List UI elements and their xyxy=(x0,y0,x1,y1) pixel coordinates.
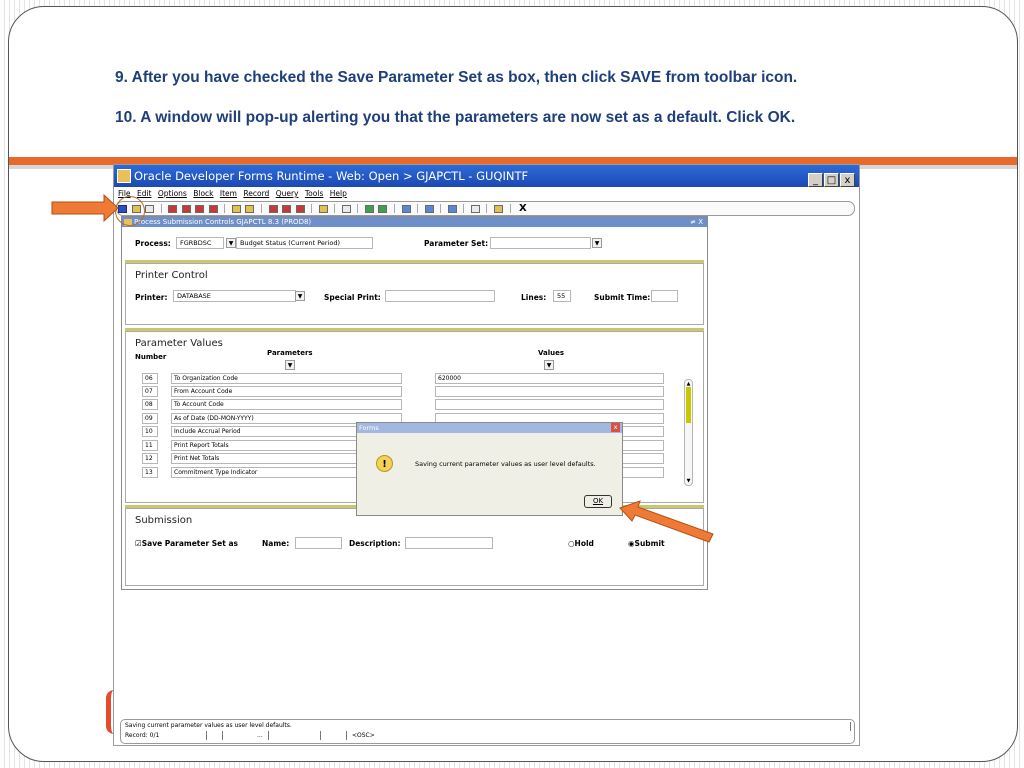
ok-button[interactable]: OK xyxy=(584,495,612,508)
param-row-name[interactable]: To Organization Code xyxy=(171,373,402,384)
menu-edit[interactable]: Edit xyxy=(136,189,152,198)
parameter-values-heading: Parameter Values xyxy=(135,338,223,349)
parameters-lov-button[interactable]: ▼ xyxy=(285,360,295,370)
printer-control-heading: Printer Control xyxy=(135,270,208,281)
param-row-value[interactable]: 620000 xyxy=(435,373,664,384)
menu-item[interactable]: Item xyxy=(219,189,237,198)
dialog-message: Saving current parameter values as user level defaults. xyxy=(415,460,596,468)
menu-help[interactable]: Help xyxy=(329,189,347,198)
status-mode: <OSC> xyxy=(352,732,375,739)
submit-radio[interactable]: ◉Submit xyxy=(628,539,665,548)
lines-label: Lines: xyxy=(521,293,547,302)
param-row-number[interactable]: 10 xyxy=(142,426,158,437)
save-parameter-set-checkbox[interactable]: ☑Save Parameter Set as xyxy=(135,539,238,548)
scroll-down-icon[interactable]: ▼ xyxy=(686,478,691,484)
form-title-controls[interactable]: ≠ X xyxy=(690,218,703,226)
menu-record[interactable]: Record xyxy=(243,189,270,198)
param-row-number[interactable]: 09 xyxy=(142,413,158,424)
submit-label: Submit xyxy=(634,539,665,548)
arrow-to-ok-button xyxy=(620,501,713,542)
submit-time-label: Submit Time: xyxy=(594,293,651,302)
hold-label: Hold xyxy=(574,539,594,548)
param-row-number[interactable]: 07 xyxy=(142,386,158,397)
param-row-number[interactable]: 06 xyxy=(142,373,158,384)
name-label: Name: xyxy=(262,539,290,548)
menu-options[interactable]: Options xyxy=(157,189,187,198)
maximize-button[interactable]: □ xyxy=(824,173,839,187)
number-column-header: Number xyxy=(135,353,167,361)
parameters-column-header: Parameters xyxy=(267,349,313,357)
menu-file[interactable]: File xyxy=(118,189,131,198)
param-row-name[interactable]: Include Accrual Period xyxy=(171,426,402,437)
process-code-field[interactable]: FGRBDSC xyxy=(176,237,224,249)
save-parameter-set-label: Save Parameter Set as xyxy=(141,539,238,548)
param-row-number[interactable]: 12 xyxy=(142,453,158,464)
parameter-set-label: Parameter Set: xyxy=(424,239,489,248)
instruction-step-10: 10. A window will pop-up alerting you that the parameters are now set as a default. Click OK. xyxy=(115,109,796,126)
special-print-label: Special Print: xyxy=(324,293,381,302)
scroll-up-icon[interactable]: ▲ xyxy=(686,381,691,387)
status-ellipsis: ... xyxy=(257,732,263,739)
form-title: Process Submission Controls GJAPCTL 8.3 (PROD8) xyxy=(134,218,312,226)
window-title: Oracle Developer Forms Runtime - Web: Open > GJAPCTL - GUQINTF xyxy=(134,169,529,183)
process-lookup-button[interactable]: ▼ xyxy=(226,238,236,248)
param-row-name[interactable]: Print Net Totals xyxy=(171,453,402,464)
param-row-number[interactable]: 08 xyxy=(142,399,158,410)
submission-heading: Submission xyxy=(135,515,193,526)
parameter-set-dropdown[interactable]: ▼ xyxy=(592,238,602,248)
status-message: Saving current parameter values as user level defaults. xyxy=(125,722,292,729)
param-row-number[interactable]: 11 xyxy=(142,440,158,451)
param-row-name[interactable]: From Account Code xyxy=(171,386,402,397)
instruction-step-9: 9. After you have checked the Save Parameter Set as box, then click SAVE from toolbar icon. xyxy=(115,69,798,86)
process-label: Process: xyxy=(135,239,171,248)
dialog-close-icon[interactable]: x xyxy=(611,423,620,432)
arrow-to-save-icon xyxy=(52,195,118,221)
menu-tools[interactable]: Tools xyxy=(304,189,324,198)
close-window-button[interactable]: x xyxy=(840,173,855,187)
hold-radio[interactable]: ○Hold xyxy=(568,539,594,548)
record-indicator: Record: 0/1 xyxy=(125,732,160,739)
menu-block[interactable]: Block xyxy=(193,189,214,198)
printer-field[interactable]: DATABASE xyxy=(173,290,296,302)
printer-dropdown[interactable]: ▼ xyxy=(295,291,305,301)
warning-icon: ! xyxy=(376,455,393,472)
values-column-header: Values xyxy=(538,349,565,357)
process-description-field[interactable]: Budget Status (Current Period) xyxy=(236,237,373,249)
param-row-name[interactable]: Commitment Type Indicator xyxy=(171,467,402,478)
dialog-title: Forms xyxy=(357,423,622,433)
minimize-button[interactable]: _ xyxy=(808,173,823,187)
param-row-name[interactable]: Print Report Totals xyxy=(171,440,402,451)
exit-button[interactable]: X xyxy=(519,203,527,214)
values-lov-button[interactable]: ▼ xyxy=(544,360,554,370)
description-label: Description: xyxy=(349,539,401,548)
lines-field[interactable]: 55 xyxy=(553,290,571,302)
param-row-number[interactable]: 13 xyxy=(142,467,158,478)
menu-query[interactable]: Query xyxy=(275,189,299,198)
printer-label: Printer: xyxy=(135,293,168,302)
param-row-name[interactable]: As of Date (DD-MON-YYYY) xyxy=(171,413,402,424)
param-row-name[interactable]: To Account Code xyxy=(171,399,402,410)
